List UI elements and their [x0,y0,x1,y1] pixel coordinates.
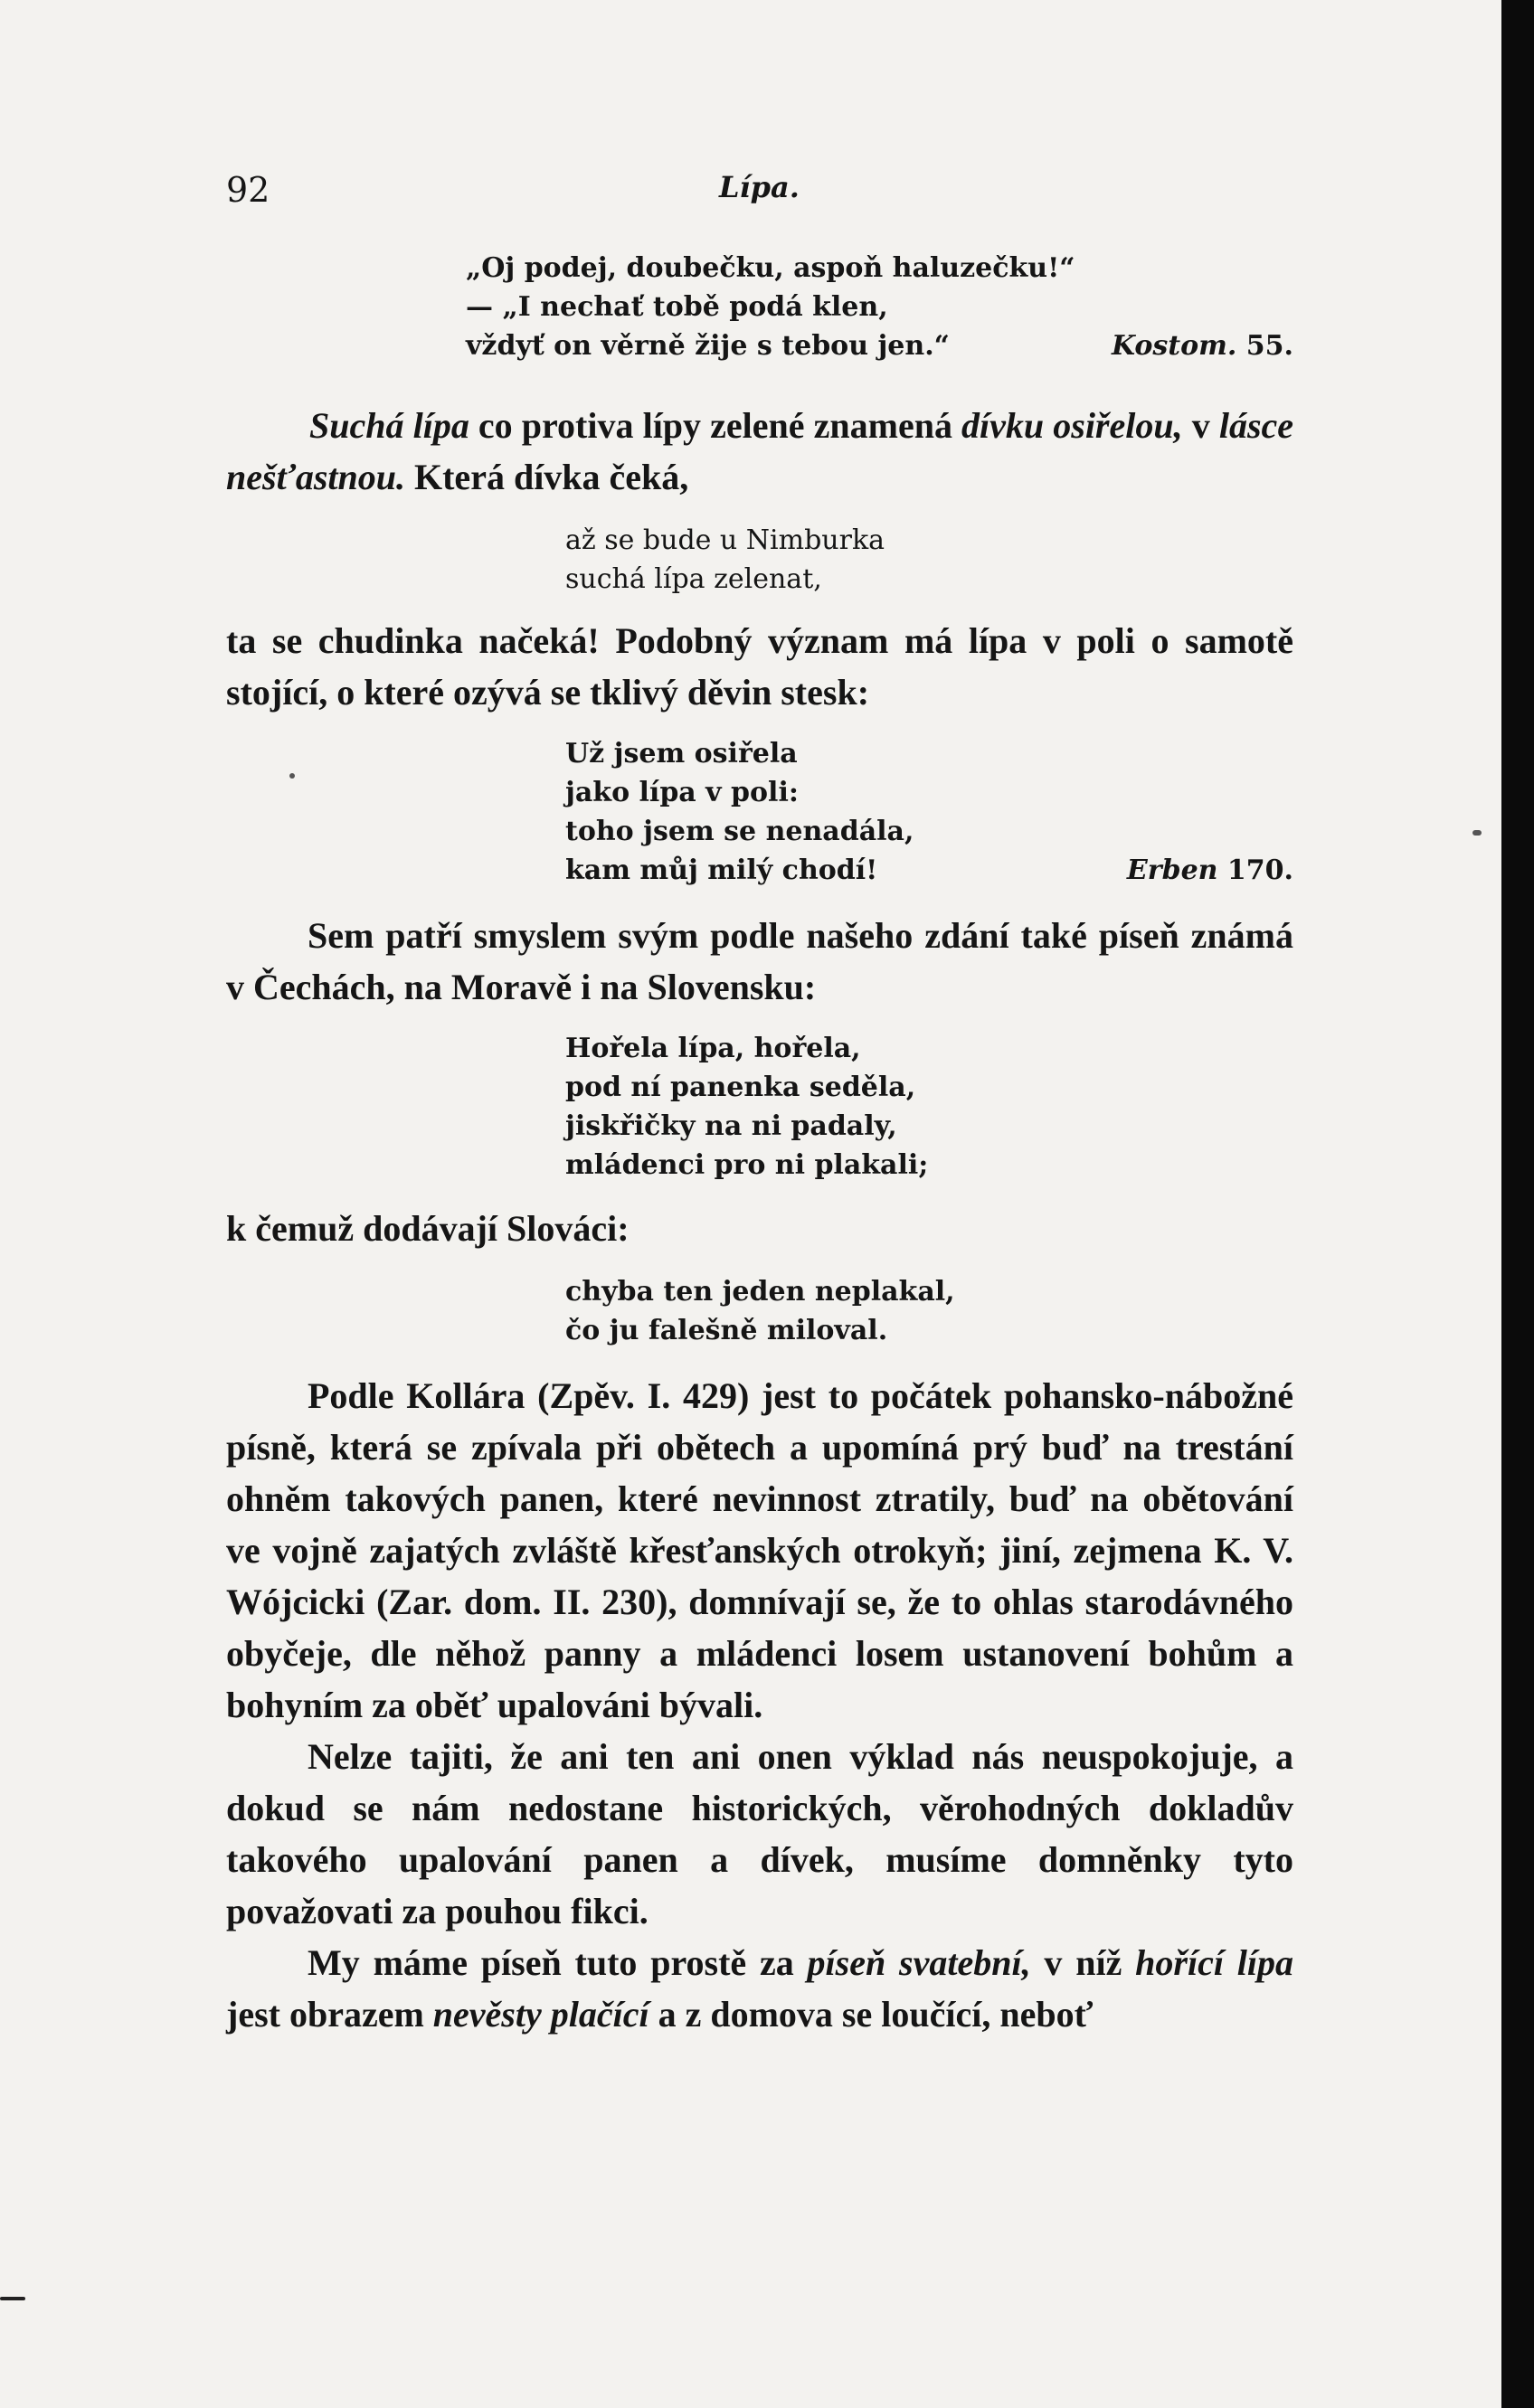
verse-line: Hořela lípa, hořela, [565,1033,861,1064]
text: Která dívka čeká, [405,457,689,497]
emphasis: Suchá lípa [309,405,469,446]
verse-quote-1 [466,249,1293,365]
page-header [226,170,1293,215]
verse-line: mládenci pro ni plakali; [565,1149,929,1181]
scan-edge [1501,0,1534,2408]
verse-line: čo ju falešně miloval. [565,1315,888,1346]
running-title: Lípa. [719,170,800,204]
emphasis: píseň svatební, [807,1942,1031,1983]
verse-quote-5 [565,1272,1293,1350]
verse-line: — „I nechať tobě podá klen, [466,291,888,323]
page-content [226,249,1293,2040]
paragraph-6: Nelze tajiti, že ani ten ani onen výklad nás neuspokojuje, a dokud se nám nedostane historických, věrohodných dokladův takového upalování panen a dívek, musíme domněnky tyto považovati za pouhou fikci. [226,1736,1293,1931]
text: My máme píseň tuto prostě za [308,1942,808,1983]
paragraph-2: ta se chudinka načeká! Podobný význam má lípa v poli o samotě stojící, o které ozývá se tklivý děvin stesk: [226,620,1293,713]
paragraph-3: Sem patří smyslem svým podle našeho zdání také píseň známá v Čechách, na Moravě i na Slovensku: [226,915,1293,1007]
text: co protiva lípy zelené znamená [469,405,962,446]
verse-quote-4 [565,1029,1293,1185]
text: v [1182,405,1219,446]
citation [1127,851,1293,890]
verse-line: chyba ten jeden neplakal, [565,1276,955,1308]
page-number: 92 [226,170,270,210]
scan-smudge [289,773,295,779]
paragraph-7 [226,1937,1293,2040]
scan-smudge [1472,830,1482,836]
paragraph-4: k čemuž dodávají Slováci: [226,1208,630,1249]
emphasis: hořící lípa [1135,1942,1293,1983]
verse-line: „Oj podej, doubečku, aspoň haluzečku!“ [466,252,1075,284]
verse-line: pod ní panenka seděla, [565,1072,916,1103]
verse-line [565,851,1293,890]
verse-line: toho jsem se nenadála, [565,816,914,847]
verse-quote-3 [565,734,1293,890]
emphasis: nevěsty plačící [432,1994,649,2035]
emphasis: dívku osiřelou, [961,405,1183,446]
verse-line-text: vždyť on věrně žije s tebou jen.“ [466,330,950,362]
emphasis: lásce nešťastnou. [226,405,1294,497]
verse-line: až se bude u Nimburka [565,524,885,556]
verse-line: suchá lípa zelenat, [565,563,822,595]
citation-number: 170. [1226,855,1293,886]
citation-number: 55. [1245,330,1293,362]
verse-line: jako lípa v poli: [565,777,799,808]
citation [1112,326,1293,365]
verse-quote-2 [565,521,1293,599]
text: jest obrazem [226,1994,433,2035]
verse-line-text: kam můj milý chodí! [565,855,878,886]
text: v níž [1030,1942,1136,1983]
verse-line: Už jsem osiřela [565,738,798,770]
verse-line [466,326,1293,365]
paragraph-5: Podle Kollára (Zpěv. I. 429) jest to počátek pohansko-nábožné písně, která se zpívala při obětech a upomíná prý buď na trestání ohněm takových panen, které nevinnost ztratily, buď na obětování ve vojně zajatých zvláště křesťanských otrokyň; jiní, zejmena K. V. Wójcicki (Zar. dom. II. 230), domnívají se, že to ohlas starodávného obyčeje, dle něhož panny a mládenci losem ustanovení bohům a bohyním za oběť upalováni bývali. [226,1375,1293,1725]
verse-line: jiskřičky na ni padaly, [565,1110,897,1142]
citation-source: Kostom. [1111,330,1237,362]
text: a z domova se loučící, neboť [649,1994,1094,2035]
paragraph-1 [226,400,1293,503]
scan-smudge [0,2297,25,2300]
citation-source: Erben [1126,855,1218,886]
